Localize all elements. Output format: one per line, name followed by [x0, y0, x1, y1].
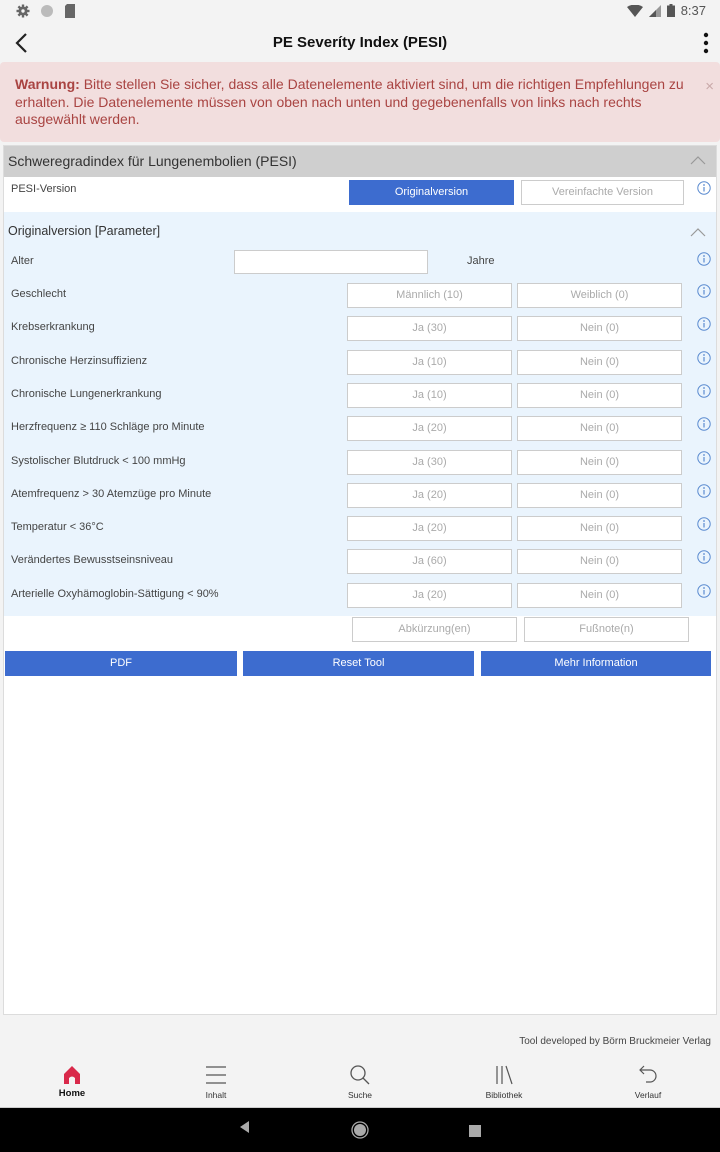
no-option-button[interactable]: Nein (0)	[517, 383, 682, 408]
age-label: Alter	[11, 255, 34, 267]
nav-label: Bibliothek	[485, 1090, 523, 1100]
yes-option-button[interactable]: Männlich (10)	[347, 283, 512, 308]
more-information-button[interactable]: Mehr Information	[481, 651, 711, 676]
yes-option-button[interactable]: Ja (30)	[347, 316, 512, 341]
wifi-icon	[627, 5, 643, 17]
yes-option-button[interactable]: Ja (30)	[347, 450, 512, 475]
parameter-label: Systolischer Blutdruck < 100 mmHg	[11, 454, 186, 467]
parameter-label: Verändertes Bewusstseinsniveau	[11, 554, 174, 567]
credit-text: Tool developed by Börm Bruckmeier Verlag	[519, 1036, 711, 1047]
close-warning-button[interactable]: ×	[705, 78, 714, 95]
nav-label: Home	[58, 1088, 86, 1099]
pdf-button[interactable]: PDF	[5, 651, 237, 676]
parameter-label: Krebserkrankung	[11, 321, 95, 334]
parameter-row	[4, 282, 716, 315]
search-icon	[349, 1064, 371, 1086]
no-option-button[interactable]: Nein (0)	[517, 416, 682, 441]
info-icon[interactable]	[697, 451, 711, 465]
info-icon[interactable]	[697, 417, 711, 431]
history-icon	[637, 1064, 659, 1086]
nav-inhalt[interactable]	[144, 1057, 288, 1107]
status-bar	[0, 0, 720, 24]
parameter-label: Geschlecht	[11, 288, 67, 300]
no-option-button[interactable]: Nein (0)	[517, 450, 682, 475]
abbreviations-button[interactable]: Abkürzung(en)	[352, 617, 517, 642]
age-input[interactable]	[234, 250, 428, 274]
system-navigation-bar	[0, 1107, 720, 1152]
yes-option-button[interactable]: Ja (20)	[347, 516, 512, 541]
menu-icon	[205, 1064, 227, 1086]
library-icon	[493, 1064, 515, 1086]
parameter-label: Chronische Lungenerkrankung	[11, 387, 162, 400]
nav-home[interactable]	[0, 1057, 144, 1107]
yes-option-button[interactable]: Ja (20)	[347, 416, 512, 441]
yes-option-button[interactable]: Ja (10)	[347, 383, 512, 408]
parameter-row	[4, 582, 716, 615]
clock: 8:37	[680, 3, 706, 18]
home-icon	[61, 1064, 83, 1086]
nav-label: Suche	[347, 1090, 373, 1100]
chevron-up-icon[interactable]	[690, 154, 706, 166]
info-icon[interactable]	[697, 181, 711, 195]
gear-icon	[16, 4, 30, 18]
info-icon[interactable]	[697, 252, 711, 266]
parameter-label: Atemfrequenz > 30 Atemzüge pro Minute	[11, 487, 212, 500]
nav-label: Verlauf	[634, 1090, 662, 1100]
info-icon[interactable]	[697, 584, 711, 598]
parameter-row	[4, 349, 716, 382]
age-unit: Jahre	[467, 255, 495, 267]
warning-label: Warnung:	[15, 76, 80, 92]
parameter-row	[4, 548, 716, 581]
signal-icon	[649, 5, 661, 17]
parameter-label: Temperatur < 36°C	[11, 521, 104, 534]
bottom-navigation	[0, 1057, 720, 1107]
no-option-button[interactable]: Nein (0)	[517, 583, 682, 608]
circle-icon	[40, 4, 54, 18]
nav-verlauf[interactable]	[576, 1057, 720, 1107]
no-option-button[interactable]: Nein (0)	[517, 516, 682, 541]
parameter-row	[4, 382, 716, 415]
system-home-button[interactable]	[351, 1121, 369, 1144]
no-option-button[interactable]: Nein (0)	[517, 483, 682, 508]
more-vertical-icon[interactable]	[700, 30, 712, 56]
parameters-section	[4, 212, 716, 616]
square-recents-icon	[469, 1125, 481, 1137]
simplified-version-button[interactable]: Vereinfachte Version	[521, 180, 684, 205]
warning-alert	[0, 62, 720, 142]
nav-suche[interactable]	[288, 1057, 432, 1107]
system-back-button[interactable]	[238, 1120, 250, 1139]
yes-option-button[interactable]: Ja (20)	[347, 583, 512, 608]
no-option-button[interactable]: Nein (0)	[517, 350, 682, 375]
sd-card-icon	[64, 4, 76, 18]
parameter-row	[4, 515, 716, 548]
page-title: PE Severíty Index (PESI)	[272, 34, 448, 51]
section-header[interactable]	[4, 146, 716, 177]
battery-icon	[667, 4, 675, 17]
footnotes-button[interactable]: Fußnote(n)	[524, 617, 689, 642]
nav-label: Inhalt	[205, 1090, 227, 1100]
parameter-row	[4, 315, 716, 348]
parameters-title: Originalversion [Parameter]	[8, 224, 161, 238]
no-option-button[interactable]: Nein (0)	[517, 549, 682, 574]
pesi-card	[3, 145, 717, 1015]
info-icon[interactable]	[697, 351, 711, 365]
info-icon[interactable]	[697, 550, 711, 564]
parameters-header[interactable]	[4, 212, 716, 248]
info-icon[interactable]	[697, 284, 711, 298]
version-row	[4, 177, 716, 212]
parameter-row	[4, 415, 716, 448]
yes-option-button[interactable]: Ja (10)	[347, 350, 512, 375]
parameter-row	[4, 482, 716, 515]
parameter-label: Arterielle Oxyhämoglobin-Sättigung < 90%	[11, 587, 219, 600]
nav-bibliothek[interactable]	[432, 1057, 576, 1107]
parameter-row	[4, 449, 716, 482]
system-recents-button[interactable]	[469, 1124, 481, 1142]
triangle-back-icon	[238, 1120, 250, 1134]
parameter-label: Herzfrequenz ≥ 110 Schläge pro Minute	[11, 421, 205, 434]
section-title: Schweregradindex für Lungenembolien (PESI)	[8, 153, 297, 169]
info-icon[interactable]	[697, 484, 711, 498]
version-label: PESI-Version	[11, 183, 77, 195]
chevron-up-icon[interactable]	[690, 226, 706, 238]
circle-home-icon	[351, 1121, 369, 1139]
info-icon[interactable]	[697, 317, 711, 331]
yes-option-button[interactable]: Ja (20)	[347, 483, 512, 508]
no-option-button[interactable]: Nein (0)	[517, 316, 682, 341]
info-icon[interactable]	[697, 384, 711, 398]
original-version-button[interactable]: Originalversion	[349, 180, 514, 205]
info-icon[interactable]	[697, 517, 711, 531]
reset-tool-button[interactable]: Reset Tool	[243, 651, 474, 676]
no-option-button[interactable]: Weiblich (0)	[517, 283, 682, 308]
parameter-label: Chronische Herzinsuffizienz	[11, 354, 148, 367]
warning-text: Bitte stellen Sie sicher, dass alle Datenelemente aktiviert sind, um die richtigen Empfehlungen zu erhalten. Die Datenelemente müssen von oben nach unten und gegebenenfalls von links nach rechts ausgewählt werden.	[15, 76, 684, 127]
yes-option-button[interactable]: Ja (60)	[347, 549, 512, 574]
app-bar	[0, 24, 720, 62]
